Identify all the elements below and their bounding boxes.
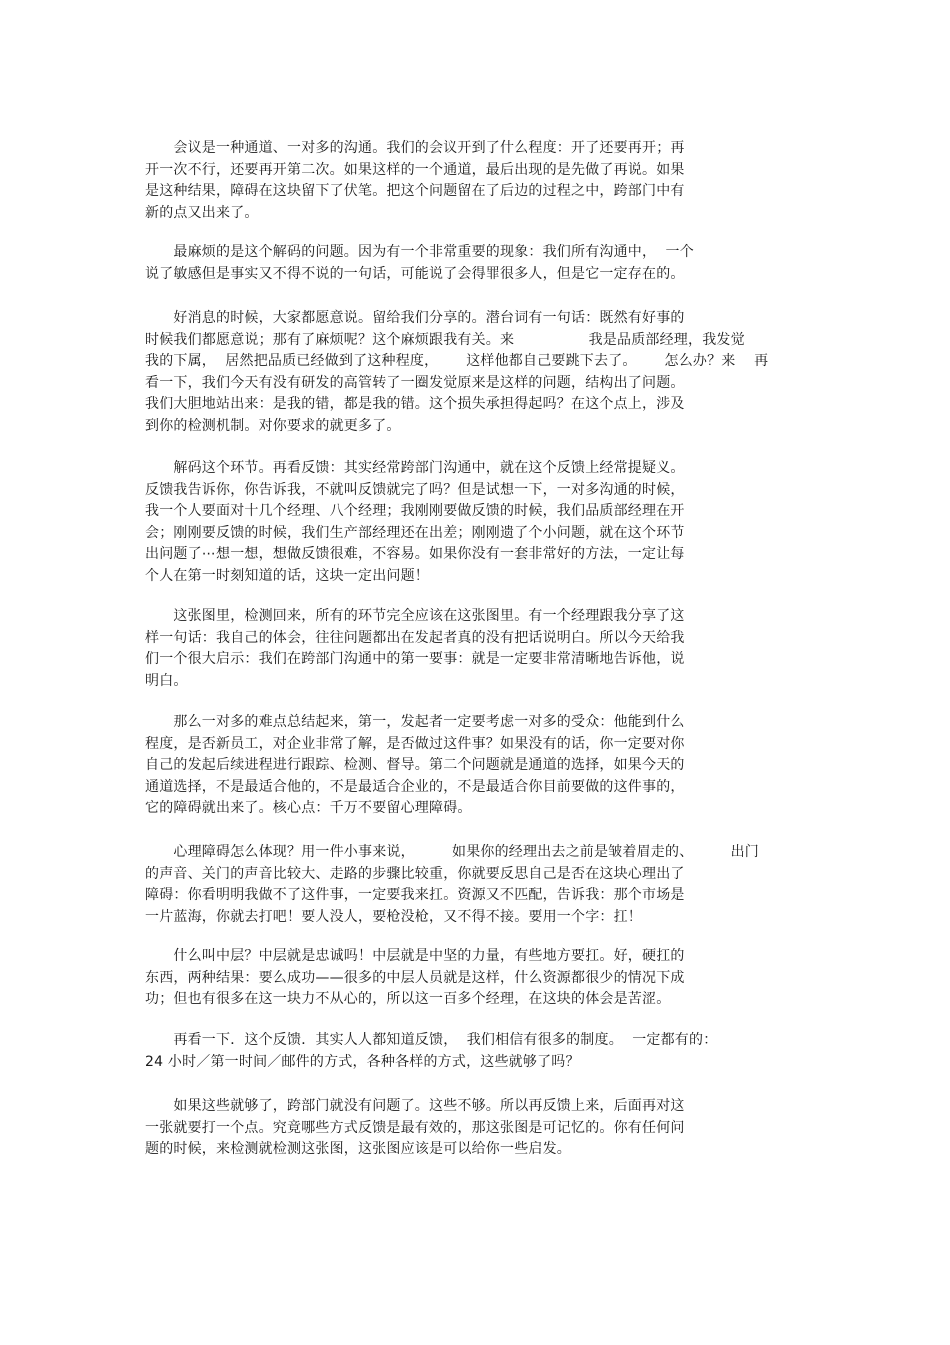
text-line: 好消息的时候，大家都愿意说。留给我们分享的。潜台词有一句话：既然有好事的	[145, 310, 685, 326]
text-line: 那么一对多的难点总结起来，第一，发起者一定要考虑一对多的受众：他能到什么	[145, 714, 685, 730]
text-line: 样一句话：我自己的体会，往往问题都出在发起者真的没有把话说明白。所以今天给我	[145, 629, 685, 646]
text-line: 24 小时／第一时间／邮件的方式，各种各样的方式，这些就够了吗？	[145, 1053, 580, 1070]
text-line: 明白。	[145, 672, 188, 689]
text-line: 解码这个环节。再看反馈：其实经常跨部门沟通中，就在这个反馈上经常提疑义。	[145, 460, 685, 476]
text-line: 障碍：你看明明我做不了这件事，一定要我来扛。资源又不匹配，告诉我：那个市场是	[145, 887, 685, 904]
text-line: 到你的检测机制。对你要求的就更多了。	[145, 418, 401, 434]
text-line: 出问题了⋯想一想，想做反馈很难，不容易。如果你没有一套非常好的方法，一定让每	[145, 546, 685, 563]
text-line: 自己的发起后续进程进行跟踪、检测、督导。第二个问题就是通道的选择，如果今天的	[145, 757, 685, 774]
text-line: 这张图里，检测回来，所有的环节完全应该在这张图里。有一个经理跟我分享了这	[145, 608, 685, 624]
text-line: 新的点又出来了。	[145, 204, 259, 221]
text-line: 通道选择，不是最适合他的，不是最适合企业的，不是最适合你目前要做的这件事的，	[145, 778, 685, 795]
text-line: 反馈我告诉你，你告诉我，不就叫反馈就完了吗？但是试想一下，一对多沟通的时候，	[145, 481, 685, 498]
text-line: 会；刚刚要反馈的时候，我们生产部经理还在出差；刚刚遗了个小问题，就在这个环节	[145, 524, 685, 541]
text-line: 如果这些就够了，跨部门就没有问题了。这些不够。所以再反馈上来，后面再对这	[145, 1098, 685, 1114]
text-line: 我一个人要面对十几个经理、八个经理；我刚刚要做反馈的时候，我们品质部经理在开	[145, 503, 685, 520]
text-line: 是这种结果，障碍在这块留下了伏笔。把这个问题留在了后边的过程之中，跨部门中有	[145, 183, 685, 200]
text-line: 我们大胆地站出来：是我的错，都是我的错。这个损失承担得起吗？在这个点上，涉及	[145, 396, 685, 413]
text-line: 它的障碍就出来了。核心点：千万不要留心理障碍。	[145, 800, 472, 817]
text-line: 看一下，我们今天有没有研发的高管转了一圈发觉原来是这样的问题，结构出了问题。	[145, 374, 685, 391]
text-line: 什么叫中层？中层就是忠诚吗！中层就是中坚的力量，有些地方要扛。好，硬扛的	[145, 948, 685, 964]
text-line: 说了敏感但是事实又不得不说的一句话，可能说了会得罪很多人，但是它一定存在的。	[145, 265, 685, 282]
text-line: 一片蓝海，你就去打吧！要人没人，要枪没枪，又不得不接。要用一个字：扛！	[145, 908, 642, 925]
text-line: 东西，两种结果：要么成功——很多的中层人员就是这样，什么资源都很少的情况下成	[145, 969, 685, 986]
text-line: 我的下属， 居然把品质已经做到了这种程度， 这样他都自己要跳下去了。 怎么办？来 再	[145, 353, 769, 370]
text-line: 时候我们都愿意说；那有了麻烦呢？这个麻烦跟我有关。来 我是品质部经理，我发觉	[145, 331, 745, 348]
text-line: 一张就要打一个点。究竟哪些方式反馈是最有效的，那这张图是可记忆的。你有任何问	[145, 1119, 685, 1136]
text-line: 功；但也有很多在这一块力不从心的，所以这一百多个经理，在这块的体会是苦涩。	[145, 991, 671, 1008]
text-line: 心理障碍怎么体现？用一件小事来说， 如果你的经理出去之前是皱着眉走的、 出门	[145, 844, 760, 860]
text-line: 题的时候，来检测就检测这张图，这张图应该是可以给你一些启发。	[145, 1141, 571, 1158]
text-line: 的声音、关门的声音比较大、走路的步骤比较重，你就要反思自己是否在这块心理出了	[145, 865, 685, 882]
text-line: 会议是一种通道、一对多的沟通。我们的会议开到了什么程度：开了还要再开；再	[145, 140, 685, 156]
text-line: 开一次不行，还要再开第二次。如果这样的一个通道，最后出现的是先做了再说。如果	[145, 161, 685, 178]
text-line: 程度，是否新员工，对企业非常了解，是否做过这件事？如果没有的话，你一定要对你	[145, 735, 685, 752]
text-line: 最麻烦的是这个解码的问题。因为有一个非常重要的现象：我们所有沟通中， 一个	[145, 244, 694, 260]
text-line: 们一个很大启示：我们在跨部门沟通中的第一要事：就是一定要非常清晰地告诉他，说	[145, 651, 685, 668]
text-line: 再看一下．这个反馈．其实人人都知道反馈， 我们相信有很多的制度。 一定都有的：	[145, 1032, 718, 1048]
text-line: 个人在第一时刻知道的话，这块一定出问题！	[145, 568, 429, 584]
